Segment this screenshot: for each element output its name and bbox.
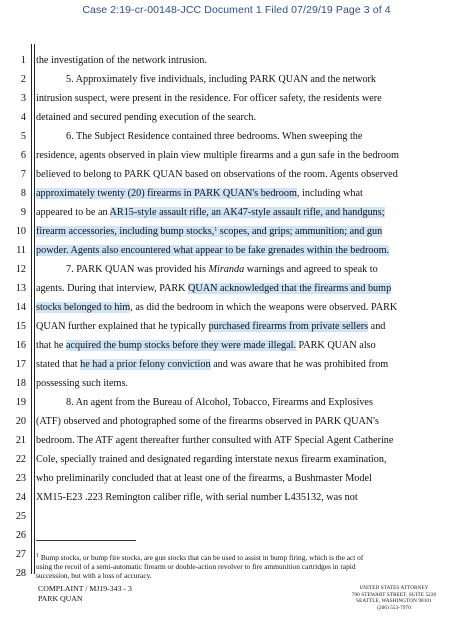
footnote-ref: 1	[214, 227, 218, 233]
text-line: XM15-E23 .223 Remington caliber rifle, with serial number L435132, was not	[36, 492, 358, 503]
line-number: 13	[15, 283, 26, 294]
footnote-line: using the recoil of a semi-automatic firearm or double-action revolver to fire ammunition cartridges in rapid	[36, 562, 356, 571]
text-span: agents. During that interview, PARK	[36, 283, 189, 294]
italic-text: Miranda	[208, 264, 245, 275]
highlighted-text: powder. Agents also encountered what appear to be fake grenades within the bedroom.	[36, 245, 390, 256]
line-number: 22	[15, 454, 26, 465]
footnote-separator	[36, 540, 136, 541]
text-span: , as did the bedroom in which the weapons were observed. PARK	[130, 302, 398, 313]
text-span: 7. PARK QUAN was provided his	[66, 264, 209, 275]
line-number: 10	[15, 226, 26, 237]
paragraph-6-start: 6. The Subject Residence contained three bedrooms. When sweeping the	[66, 131, 363, 142]
footer-city: SEATTLE, WASHINGTON 98101	[356, 598, 432, 605]
text-line	[36, 320, 446, 333]
footer-phone: (206) 553-7970	[377, 604, 411, 611]
footnote-marker: 1	[36, 553, 39, 559]
text-span: and was aware that he was prohibited from	[210, 359, 389, 370]
line-number: 3	[20, 93, 26, 104]
footer-us-attorney-address	[334, 585, 454, 611]
text-span: warnings and agreed to speak to	[244, 264, 378, 275]
line-number: 14	[15, 302, 26, 313]
highlighted-text: purchased firearms from private sellers	[208, 321, 369, 332]
line-number: 11	[16, 245, 26, 256]
text-line: Cole, specially trained and designated regarding interstate nexus firearm examination,	[36, 454, 387, 465]
text-line	[36, 301, 446, 314]
footer-complaint-number: COMPLAINT / MJ19-343 - 3	[38, 584, 132, 593]
ecf-header: Case 2:19-cr-00148-JCC Document 1 Filed 07/29/19 Page 3 of 4	[82, 4, 391, 16]
text-line	[36, 339, 446, 352]
paragraph-5-start: 5. Approximately five individuals, including PARK QUAN and the network	[66, 74, 377, 85]
text-line	[36, 206, 446, 219]
line-number: 12	[15, 264, 26, 275]
text-span: and	[368, 321, 386, 332]
left-margin-rule-inner	[34, 44, 35, 574]
text-line: who preliminarily concluded that at least one of the firearms, a Bushmaster Model	[36, 473, 372, 484]
line-number: 24	[15, 492, 26, 503]
footer-office-name: UNITED STATES ATTORNEY	[359, 585, 429, 591]
text-line: residence, agents observed in plain view multiple firearms and a gun safe in the bedroom	[36, 150, 399, 161]
text-span: Bump stocks, or bump fire stocks, are gun stocks that can be used to assist in bump firing, which is the act of	[39, 553, 364, 562]
line-number: 27	[15, 549, 26, 560]
text-span: that he	[36, 340, 66, 351]
text-line	[36, 358, 446, 371]
text-line: possessing such items.	[36, 378, 128, 389]
line-number: 15	[15, 321, 26, 332]
line-number: 5	[20, 131, 26, 142]
line-number: 17	[15, 359, 26, 370]
text-span: stated that	[36, 359, 81, 370]
footer-street: 700 STEWART STREET, SUITE 5220	[351, 591, 437, 598]
text-span: QUAN further explained that he typically	[36, 321, 209, 332]
highlighted-text: he had a prior felony conviction	[80, 359, 211, 370]
text-line: believed to belong to PARK QUAN based on observations of the room. Agents observed	[36, 169, 398, 180]
text-line	[36, 282, 446, 295]
line-number: 26	[15, 530, 26, 541]
left-margin-rule	[31, 44, 32, 574]
line-number: 1	[20, 55, 26, 66]
text-line: detained and secured pending execution of the search.	[36, 112, 257, 123]
highlighted-text: AR15-style assault rifle, an AK47-style assault rifle, and handguns;	[109, 207, 385, 218]
highlighted-text: acquired the bump stocks before they were made illegal.	[66, 340, 296, 351]
paragraph-8-start: 8. An agent from the Bureau of Alcohol, Tobacco, Firearms and Explosives	[66, 397, 373, 408]
text-line: intrusion suspect, were present in the residence. For officer safety, the residents were	[36, 93, 382, 104]
line-number: 19	[15, 397, 26, 408]
line-number: 9	[20, 207, 26, 218]
line-number: 2	[20, 74, 26, 85]
line-number: 28	[15, 568, 26, 579]
line-number: 16	[15, 340, 26, 351]
text-line	[36, 244, 446, 257]
line-number: 8	[20, 188, 26, 199]
line-number: 18	[15, 378, 26, 389]
highlighted-text: QUAN acknowledged that the firearms and bump	[188, 283, 392, 294]
highlighted-text	[36, 226, 382, 237]
line-number: 23	[15, 473, 26, 484]
footer-defendant-name: PARK QUAN	[38, 593, 83, 603]
footnote-line: succession, but with a loss of accuracy.	[36, 571, 152, 580]
footer-case-caption	[38, 584, 132, 603]
highlighted-text: approximately twenty (20) firearms in PARK QUAN's bedroom	[36, 188, 297, 199]
text-span: , including what	[296, 188, 363, 199]
text-span: PARK QUAN also	[295, 340, 376, 351]
line-number: 4	[20, 112, 26, 123]
text-span: firearm accessories, including bump stocks,	[36, 226, 215, 237]
line-number: 6	[20, 150, 26, 161]
highlighted-text: stocks belonged to him	[36, 302, 131, 313]
line-number: 20	[15, 416, 26, 427]
text-line	[36, 225, 446, 238]
footnote-line	[36, 553, 466, 562]
text-line: the investigation of the network intrusion.	[36, 55, 207, 66]
line-number: 21	[15, 435, 26, 446]
text-span: scopes, and grips; ammunition; and gun	[217, 226, 383, 237]
text-line	[36, 187, 446, 200]
paragraph-7-start	[66, 263, 473, 276]
text-line: (ATF) observed and photographed some of the firearms observed in PARK QUAN's	[36, 416, 379, 427]
line-number: 7	[20, 169, 26, 180]
text-span: appeared to be an	[36, 207, 110, 218]
line-number: 25	[15, 511, 26, 522]
text-line: bedroom. The ATF agent thereafter further consulted with ATF Special Agent Catherine	[36, 435, 394, 446]
